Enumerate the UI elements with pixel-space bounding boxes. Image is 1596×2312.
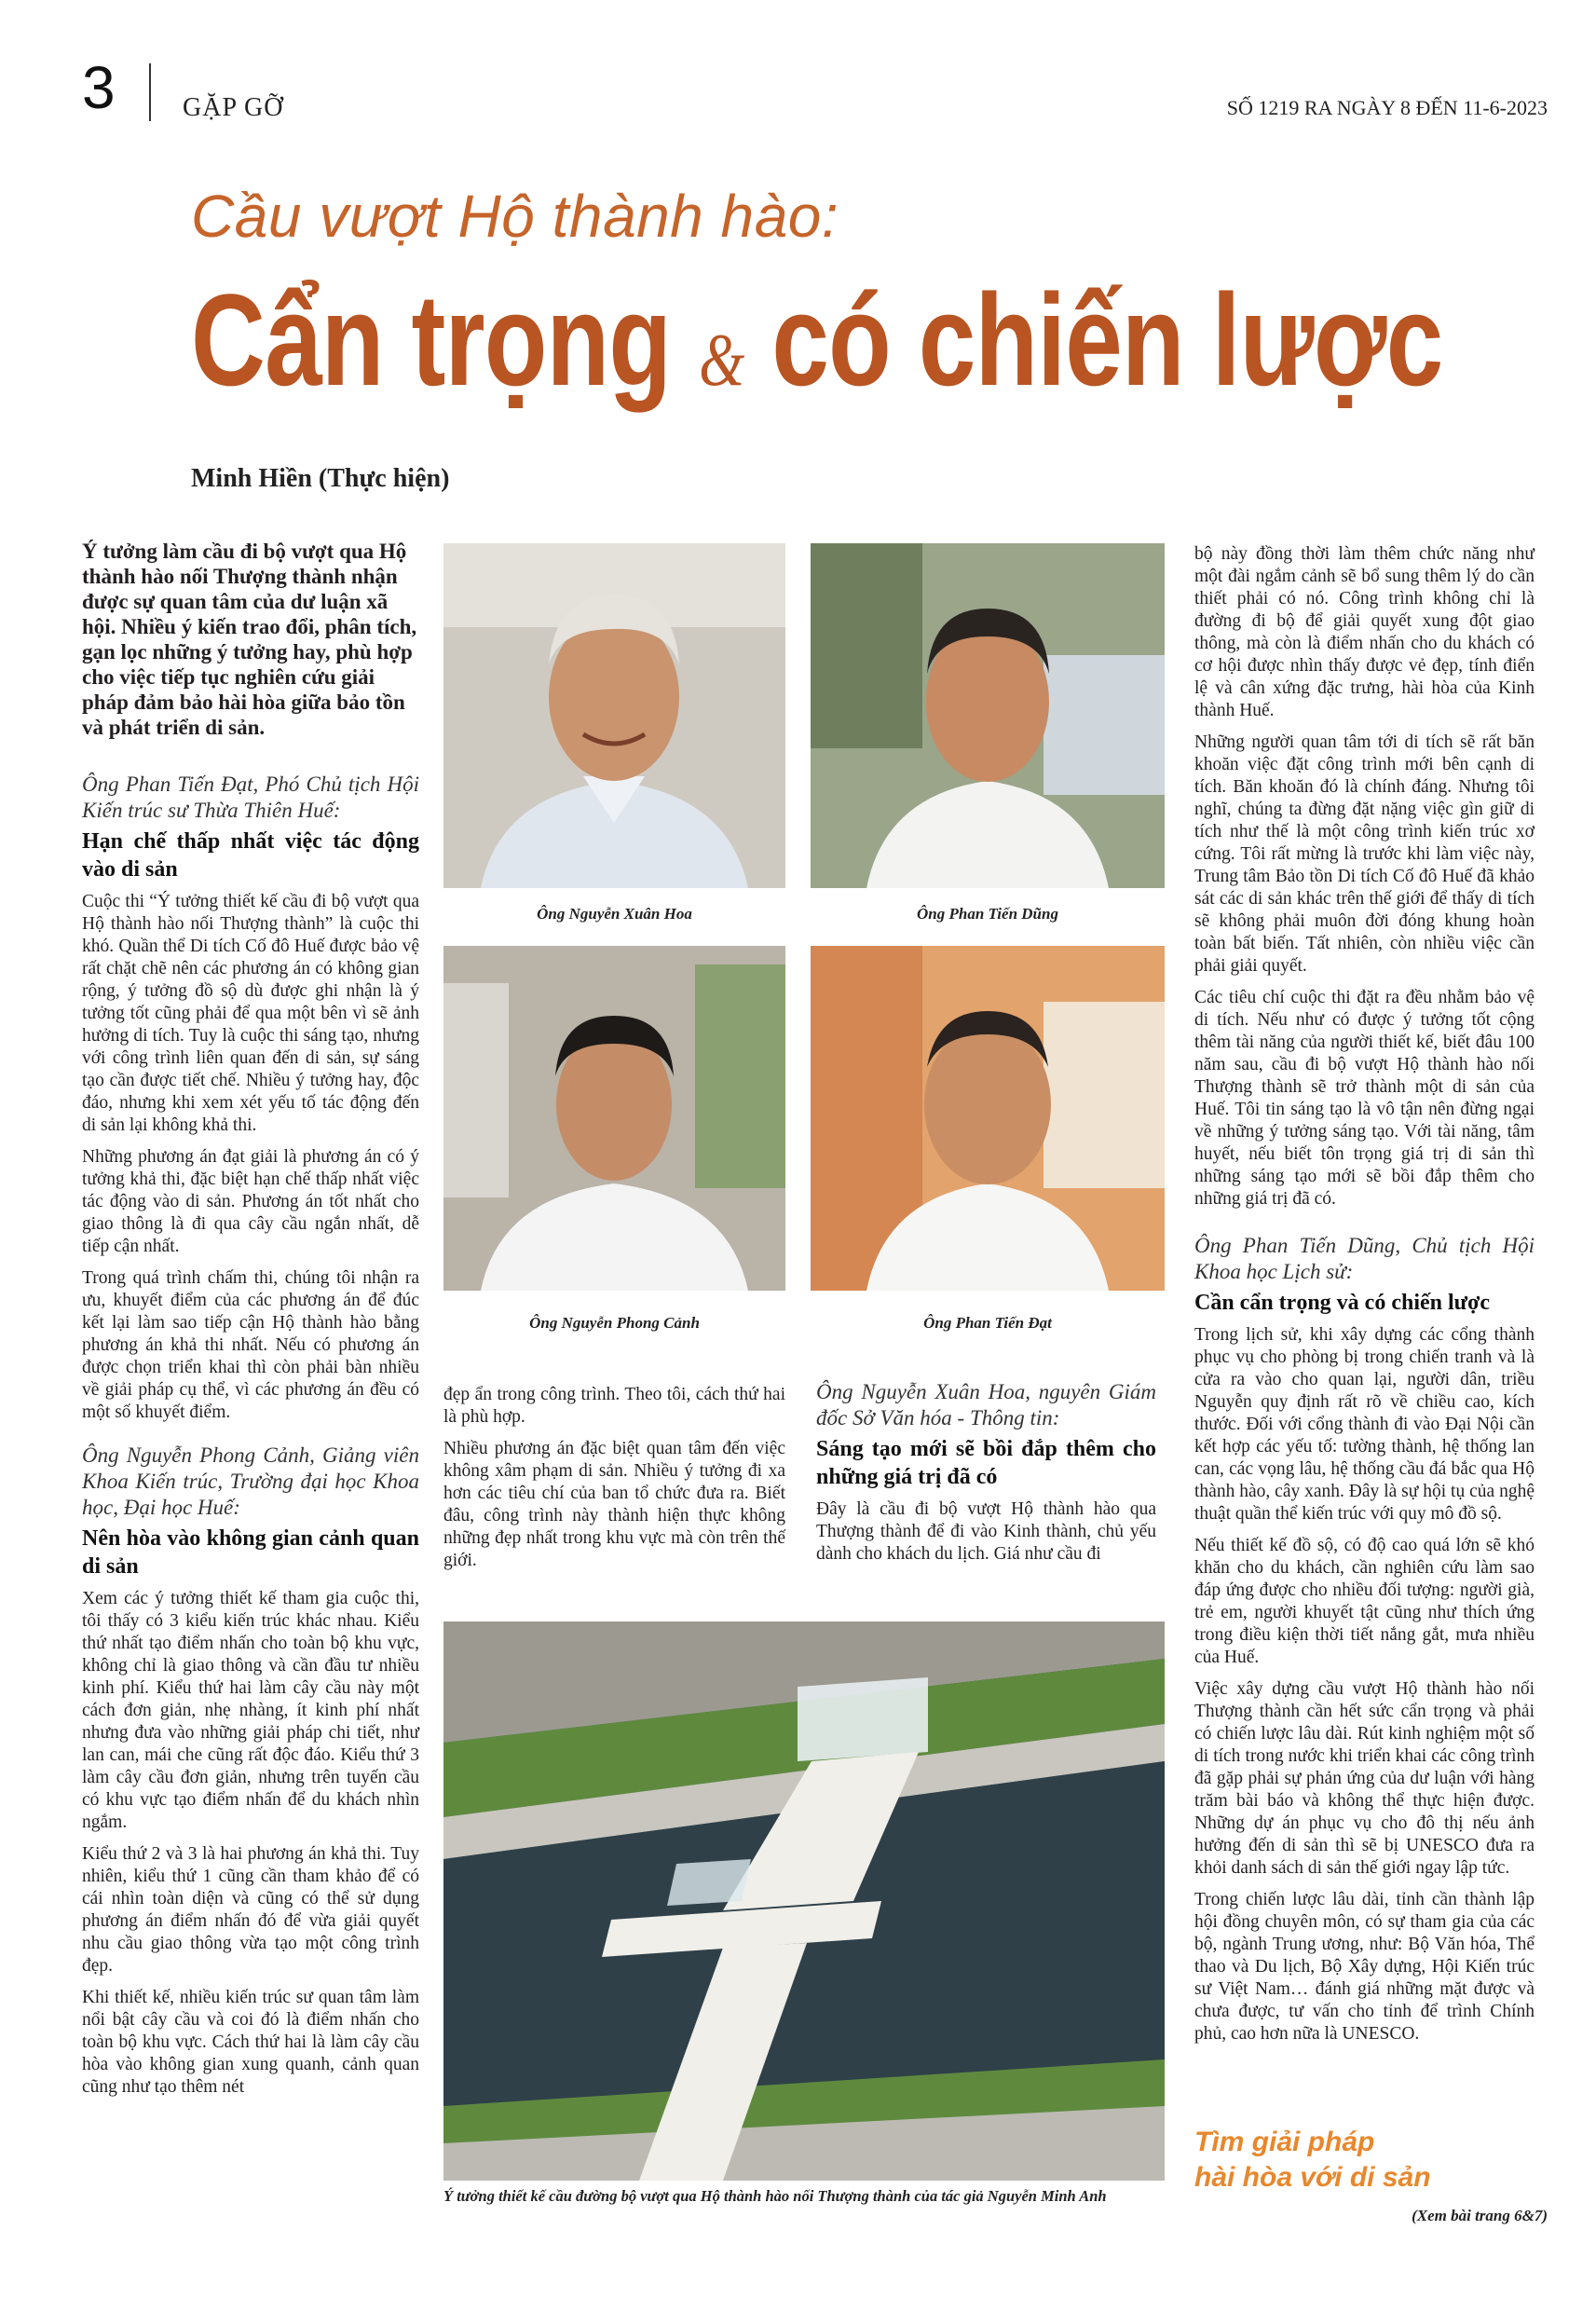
headline-part1: Cẩn trọng [191, 267, 672, 413]
headline-ampersand: & [699, 320, 744, 402]
paragraph: bộ này đồng thời làm thêm chức năng như một đài ngắm cảnh sẽ bổ sung thêm lý do cần thiết phải có nó. Công trình không chỉ là đường đi bộ để giải quyết xung đột giao thông, mà còn là điểm nhấn cho du khách có cơ hội được nhìn thấy được vẻ đẹp, tính điển lệ và cân xứng đặc trưng, hài hòa của Kinh thành Huế. [1194, 544, 1535, 720]
paragraph: Nếu thiết kế đồ sộ, có độ cao quá lớn sẽ khó khăn cho du khách, cần nghiên cứu làm sao đáp ứng được cho nhiều đối tượng: người già, trẻ em, người khuyết tật cũng như thích ứng trong điều kiện thời tiết nắng gắt, mưa nhiều của Huế. [1194, 1536, 1535, 1667]
lead-paragraph: Ý tưởng làm cầu đi bộ vượt qua Hộ thành hào nối Thượng thành nhận được sự quan tâm của dư luận xã hội. Nhiều ý kiến trao đổi, phân tích, gạn lọc những ý tưởng hay, phù hợp cho việc tiếp tục nghiên cứu giải pháp đảm bảo hài hòa giữa bảo tồn và phát triển di sản. [82, 540, 417, 739]
paragraph: Việc xây dựng cầu vượt Hộ thành hào nối Thượng thành cần hết sức cẩn trọng và phải có chiến lược lâu dài. Rút kinh nghiệm một số di tích trong nước khi triển khai các công trình đã gặp phải sự phản ứng của dư luận với hàng trăm bài báo và không thể thực hiện được. Những dự án phục vụ cho đô thị nếu ảnh hưởng đến di sản thì sẽ bị UNESCO đưa ra khỏi danh sách di sản thế giới ngay lập tức. [1194, 1679, 1535, 1878]
header-divider [149, 63, 151, 121]
paragraph: Nhiều phương án đặc biệt quan tâm đến việc không xâm phạm di sản. Nhiều ý tưởng đi xa hơn các tiêu chí của ban tổ chức đưa ra. Biết đâu, công trình này thành hiện thực không những đẹp nhất trong khu vực mà còn trên thế giới. [443, 1439, 785, 1570]
subhead-can-trong: Cần cẩn trọng và có chiến lược [1194, 1291, 1491, 1315]
rendering-caption: Ý tưởng thiết kế cầu đường bộ vượt qua Hộ thành hào nối Thượng thành của tác giả Nguyễn Minh Anh [443, 2187, 1107, 2205]
portrait-illustration [811, 543, 1165, 888]
teaser-line1: Tìm giải pháp [1194, 2127, 1375, 2157]
paragraph: Khi thiết kế, nhiều kiến trúc sư quan tâm làm nổi bật cây cầu và coi đó là điểm nhấn cho toàn bộ khu vực. Cách thứ hai là làm cây cầu hòa vào không gian xung quanh, cảnh quan cũng như tạo thêm nét [82, 1988, 419, 2097]
paragraph: Những phương án đạt giải là phương án có ý tưởng khả thi, đặc biệt hạn chế thấp nhất việc tác động vào di sản. Phương án tốt nhất cho giao thông là đi qua cây cầu ngắn nhất, dễ tiếp cận nhất. [82, 1147, 419, 1256]
bridge-rendering-illustration [443, 1621, 1165, 2181]
photo-nguyen-phong-canh [443, 946, 785, 1291]
related-article-teaser[interactable] [1194, 2125, 1530, 2196]
article-headline [191, 267, 1443, 431]
portrait-illustration [811, 946, 1165, 1291]
paragraph: Trong quá trình chấm thi, chúng tôi nhận ra ưu, khuyết điểm của các phương án để đúc kết lại làm sao tiếp cận Hộ thành hào bằng phương án khả thi nhất. Nếu có phương án được chọn triển khai thì còn phải bàn nhiều về giải pháp cụ thể, vì các phương án đều có một số khuyết điểm. [82, 1268, 419, 1422]
paragraph: Các tiêu chí cuộc thi đặt ra đều nhằm bảo vệ di tích. Nếu như có được ý tưởng tốt cộng thêm tài năng của người thiết kế, biết đâu 100 năm sau, cầu đi bộ vượt Hộ thành hào nối Thượng thành sẽ trở thành một di sản của Huế. Tôi tin sáng tạo là vô tận nên đừng ngại về những ý tưởng sáng tạo. Với tài năng, tâm huyết, nếu biết tôn trọng giá trị di sản thì những sáng tạo mới sẽ bồi đắp thêm cho những giá trị đã có. [1194, 988, 1535, 1209]
speaker-nguyen-phong-canh: Ông Nguyễn Phong Cảnh, Giảng viên Khoa Kiến trúc, Trường đại học Khoa học, Đại học Huế: [82, 1443, 419, 1519]
paragraph: Cuộc thi “Ý tưởng thiết kế cầu đi bộ vượt qua Hộ thành hào nối Thượng thành” là cuộc thi khó. Quần thể Di tích Cố đô Huế được bảo vệ rất chặt chẽ nên các phương án có không gian rộng, ý tưởng đồ sộ dù được ghi nhận là ý tưởng tốt cũng phải để qua một bên vì sẽ ảnh hưởng di tích. Tuy là cuộc thi sáng tạo, nhưng với công trình liên quan đến di sản, sự sáng tạo cần được tiết chế. Nhiều ý tưởng hay, độc đáo, nhưng khi xem xét yếu tố tác động đến di sản lại không khả thi. [82, 892, 419, 1135]
caption-photo3: Ông Nguyễn Phong Cảnh [529, 1314, 700, 1332]
issue-info: SỐ 1219 RA NGÀY 8 ĐẾN 11-6-2023 [1226, 96, 1548, 119]
caption-photo2: Ông Phan Tiến Dũng [917, 905, 1058, 923]
caption-photo1: Ông Nguyễn Xuân Hoa [537, 905, 692, 923]
bridge-rendering [443, 1621, 1165, 2181]
teaser-line2: hài hòa với di sản [1194, 2162, 1431, 2193]
caption-photo4: Ông Phan Tiến Đạt [923, 1314, 1052, 1332]
right-column [1194, 543, 1535, 2055]
photo-phan-tien-dat [811, 946, 1165, 1291]
paragraph: Kiểu thứ 2 và 3 là hai phương án khả thi. Tuy nhiên, kiểu thứ 1 cũng cần tham khảo để có cái nhìn toàn diện và cũng có thể sử dụng phương án điểm nhấn đó để vừa giải quyết nhu cầu giao thông vừa tạo một công trình đẹp. [82, 1844, 419, 1976]
paragraph: Trong chiến lược lâu dài, tỉnh cần thành lập hội đồng chuyên môn, có sự tham gia của các bộ, ngành Trung ương, như: Bộ Văn hóa, Thể thao và Du lịch, Bộ Xây dựng, Hội Kiến trúc sư Việt Nam… đánh giá những mặt được và chưa được, tư vấn cho tỉnh để trình Chính phủ, cao hơn nữa là UNESCO. [1194, 1890, 1535, 2044]
page-reference[interactable]: (Xem bài trang 6&7) [1412, 2207, 1548, 2224]
left-column [82, 539, 419, 2108]
headline-part2: có chiến lược [771, 267, 1443, 413]
section3-column [816, 1379, 1156, 1575]
paragraph: Đây là cầu đi bộ vượt Hộ thành hào qua Thượng thành để đi vào Kinh thành, chủ yếu dành cho khách du lịch. Giá như cầu đi [816, 1499, 1156, 1564]
speaker-nguyen-xuan-hoa: Ông Nguyễn Xuân Hoa, nguyên Giám đốc Sở Văn hóa - Thông tin: [816, 1380, 1156, 1430]
speaker-phan-tien-dung: Ông Phan Tiến Dũng, Chủ tịch Hội Khoa học Lịch sử: [1194, 1234, 1535, 1283]
page-number: 3 [82, 54, 116, 121]
portrait-illustration [443, 543, 785, 888]
photo-nguyen-xuan-hoa [443, 543, 785, 888]
section-name: GẶP GỠ [183, 93, 284, 122]
subhead-sang-tao: Sáng tạo mới sẽ bồi đắp thêm cho những giá trị đã có [816, 1437, 1156, 1489]
middle-column-continued [443, 1384, 785, 1581]
paragraph: Những người quan tâm tới di tích sẽ rất băn khoăn việc đặt công trình mới bên cạnh di tích. Băn khoăn đó là chính đáng. Nhưng tôi nghĩ, chúng ta đừng đặt nặng việc gìn giữ di tích như thế là một công trình kiến trúc xơ cứng. Tôi rất mừng là trước khi làm việc này, Trung tâm Bảo tồn Di tích Cố đô Huế đã khảo sát các di sản khác trên thế giới để thấy di tích sẽ không phải muôn đời đóng khung hoàn toàn bất biến. Tất nhiên, còn nhiều việc cần phải giải quyết. [1194, 732, 1535, 976]
paragraph: đẹp ẩn trong công trình. Theo tôi, cách thứ hai là phù hợp. [443, 1385, 785, 1427]
subhead-han-che: Hạn chế thấp nhất việc tác động vào di sản [82, 829, 419, 882]
photo-phan-tien-dung [811, 543, 1165, 888]
byline: Minh Hiền (Thực hiện) [191, 464, 450, 493]
paragraph: Trong lịch sử, khi xây dựng các cổng thành phục vụ cho phòng bị trong chiến tranh và là cửa ra vào cho quan lại, người dân, triều Nguyễn quy định rất rõ về chiều cao, kích thước. Đối với cổng thành đi vào Đại Nội cần kết hợp các yếu tố: tường thành, hệ thống lan can, các vọng lâu, hệ thống cầu đá bắc qua Hộ thành hào, cây xanh. Đây là sự hội tụ của nghệ thuật quần thể kiến trúc với quy mô đồ sộ. [1194, 1325, 1535, 1524]
paragraph: Xem các ý tưởng thiết kế tham gia cuộc thi, tôi thấy có 3 kiểu kiến trúc khác nhau. Kiểu thứ nhất tạo điểm nhấn cho toàn bộ khu vực, không chỉ là giao thông và cần đầu tư nhiều kinh phí. Kiểu thứ hai làm cây cầu này một cách đơn giản, nhẹ nhàng, ít kinh phí nhất nhưng đưa vào những giải pháp chi tiết, như lan can, mái che cũng rất độc đáo. Kiểu thứ 3 làm cây cầu đơn giản, nhưng trên tuyến cầu có khu vực tạo điểm nhấn để du khách nhìn ngắm. [82, 1589, 419, 1832]
article-kicker: Cầu vượt Hộ thành hào: [191, 183, 839, 250]
speaker-phan-tien-dat: Ông Phan Tiến Đạt, Phó Chủ tịch Hội Kiến trúc sư Thừa Thiên Huế: [82, 773, 419, 822]
portrait-illustration [443, 946, 785, 1291]
subhead-hoa-vao: Nên hòa vào không gian cảnh quan di sản [82, 1526, 419, 1579]
